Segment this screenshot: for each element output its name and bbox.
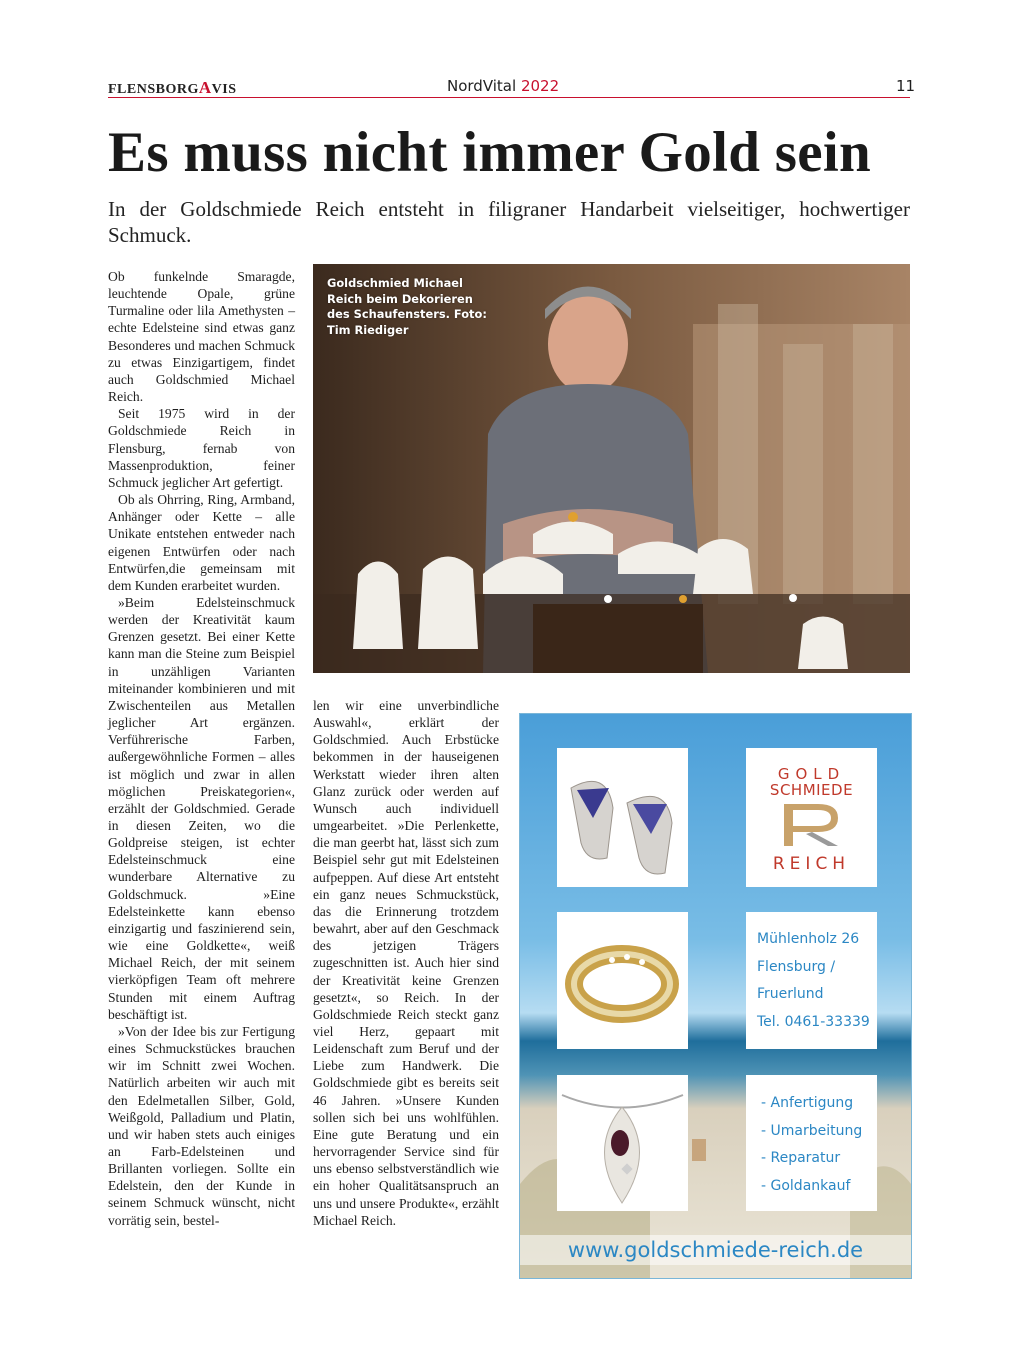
article-photo: [313, 264, 910, 673]
page-number: 11: [896, 77, 916, 95]
website-link[interactable]: www.goldschmiede-reich.de: [520, 1235, 911, 1265]
logo-reich-text: REICH: [772, 854, 851, 874]
advertisement: [519, 713, 912, 1279]
service-item: - Goldankauf: [761, 1178, 851, 1194]
ring-icon: [557, 912, 688, 1049]
lead-paragraph: In der Goldschmiede Reich entsteht in filigraner Handarbeit vielseitiger, hochwertiger Schmuck.: [108, 197, 910, 247]
issue-year: 2022: [520, 77, 560, 95]
service-item: - Reparatur: [761, 1150, 841, 1166]
address-box: [746, 912, 877, 1049]
earrings-photo-box: [557, 748, 688, 887]
header-rule: [108, 97, 910, 98]
paragraph: »Von der Idee bis zur Fertigung eines Schmuckstückes brauchen wir im Schnitt zwei Wochen. Natürlich arbeiten wir auch mit den Edelmetallen Silber, Gold, Weißgold, Palladium und Platin, und wir haben stets auch einiges an Farb-Edelsteinen und Brillanten vorliegen. Sollte ein Edelstein, den der Kunde in seinem Schmuck wünscht, nicht vorrätig sein, bestel-: [108, 1023, 295, 1228]
masthead-logo: FLENSBORGAVIS: [108, 78, 237, 97]
services-box: [746, 1075, 877, 1211]
paragraph: »Beim Edelsteinschmuck werden der Kreativität kaum Grenzen gesetzt. Bei einer Kette kann man die Steine zum Beispiel in unzähligen Varianten miteinander kombinieren und mit Zwischenteilen aus Metallen jeglicher Art ergänzen. Verführerische Farben, außergewöhnliche Formen – alles ist möglich und zwar in allen möglichen Preiskategorien«, erzählt der Goldschmied. Gerade in diesen Zeiten, wo die Goldpreise steigen, ist echter Edelsteinschmuck eine wunderbare Alternative zu Goldschmuck. »Eine Edelsteinkette kann ebenso einzigartig und faszinierend sein, wie eine Goldkette«, weiß Michael Reich, der mit seinem vierköpfigen Team oft mehrere Stunden mit einem Auftrag beschäftigt ist.: [108, 594, 295, 1022]
address-city: Flensburg /: [757, 959, 836, 975]
pendant-icon: [557, 1075, 688, 1211]
ring-photo-box: [557, 912, 688, 1049]
pendant-photo-box: [557, 1075, 688, 1211]
logo-schmiede-text: SCHMIEDE: [769, 781, 854, 799]
article-column-1: [108, 268, 295, 1229]
earrings-icon: [557, 748, 688, 887]
address-phone: Tel. 0461-33339: [757, 1014, 870, 1030]
headline: Es muss nicht immer Gold sein: [108, 121, 871, 184]
service-item: - Anfertigung: [761, 1095, 854, 1111]
article-column-2: [313, 697, 499, 1229]
address-district: Fruerlund: [757, 986, 824, 1002]
paragraph: len wir eine unverbindliche Auswahl«, erklärt der Goldschmied. Auch Erbstücke bekommen in der hauseigenen Werkstatt wieder ihren alten Glanz zurück oder werden auf Wunsch auch individuell umgearbeitet. »Die Perlenkette, die man geerbt hat, lässt sich zum Beispiel sehr gut mit Edelsteinen aufpeppen. Auf diese Art entsteht ein ganz neues Schmuckstück, das die Erinnerung trotzdem bewahrt, aber auf den Geschmack des jetzigen Trägers zugeschnitten ist. Auch hier sind der Kreativität keine Grenzen gesetzt«, so Reich. In der Goldschmiede Reich steckt ganz viel Herz, gepaart mit Leidenschaft zum Beruf und der Liebe zum Handwerk. Die Goldschmiede gibt es bereits seit 46 Jahren. »Unsere Kunden sollen sich bei uns wohlfühlen. Eine gute Beratung und ein hervorragender Service sind für uns ebenso selbstverständlich wie ein hoher Qualitätsanspruch an uns und unsere Produkte«, erzählt Michael Reich.: [313, 698, 499, 1228]
service-item: - Umarbeitung: [761, 1123, 863, 1139]
logo-box: [746, 748, 877, 887]
paragraph: Seit 1975 wird in der Goldschmiede Reich in Flensburg, fernab von Massenproduktion, feiner Schmuck jeglicher Art gefertigt.: [108, 406, 295, 490]
photo-caption: Goldschmied Michael Reich beim Dekorieren des Schaufensters. Foto: Tim Riediger: [327, 276, 487, 337]
address-street: Mühlenholz 26: [757, 931, 860, 947]
paragraph: Ob als Ohrring, Ring, Armband, Anhänger oder Kette – alle Unikate entstehen entweder nach eigenen Entwürfen oder nach Entwürfen,die gemeinsam mit dem Kunden erarbeitet wurden.: [108, 492, 295, 593]
issue-title: NordVital 2022: [447, 77, 560, 95]
logo-gold-text: GOLD: [777, 765, 846, 783]
paragraph: Ob funkelnde Smaragde, leuchtende Opale, grüne Turmaline oder lila Amethysten – echte Edelsteine sind etwas ganz Besonderes und machen Schmuck zu etwas Einzigartigem, findet auch Goldschmied Michael Reich.: [108, 269, 295, 405]
